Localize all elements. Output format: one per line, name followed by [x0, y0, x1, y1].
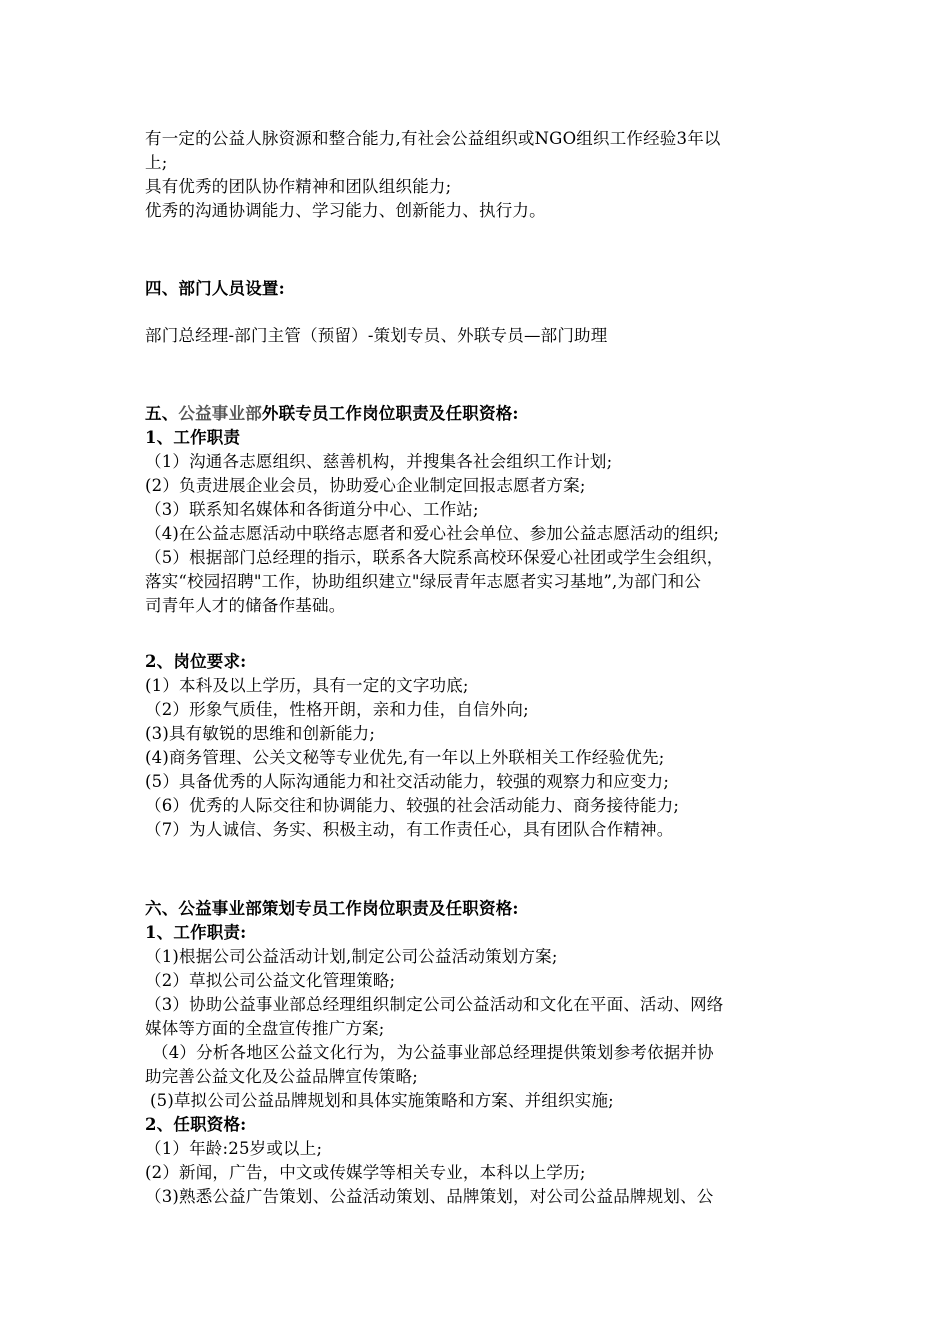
- list-item: （4）分析各地区公益文化行为，为公益事业部总经理提供策划参考依据并协: [152, 1043, 714, 1062]
- list-item: (1）本科及以上学历，具有一定的文字功底;: [145, 676, 469, 695]
- paragraph-line: 司青年人才的储备作基础。: [145, 596, 346, 615]
- list-item: （7）为人诚信、务实、积极主动，有工作责任心，具有团队合作精神。: [145, 820, 674, 839]
- list-item: （5）根据部门总经理的指示，联系各大院系高校环保爱心社团或学生会组织，: [145, 548, 724, 567]
- heading-suffix: 外联专员工作岗位职责及任职资格:: [261, 404, 519, 423]
- section-heading-5: [145, 402, 519, 426]
- list-item: （2）草拟公司公益文化管理策略;: [145, 971, 396, 990]
- paragraph-line: 优秀的沟通协调能力、学习能力、创新能力、执行力。: [145, 201, 546, 220]
- paragraph-line: 具有优秀的团队协作精神和团队组织能力;: [145, 177, 452, 196]
- list-item: (2）负责进展企业会员，协助爱心企业制定回报志愿者方案;: [145, 476, 586, 495]
- paragraph-line: 助完善公益文化及公益品牌宣传策略;: [145, 1067, 418, 1086]
- section-heading-4: 四、部门人员设置:: [145, 279, 285, 298]
- list-item: （6）优秀的人际交往和协调能力、较强的社会活动能力、商务接待能力;: [145, 796, 680, 815]
- paragraph-line: 有一定的公益人脉资源和整合能力,有社会公益组织或NGO组织工作经验3年以: [145, 129, 721, 148]
- subsection-heading: 1、工作职责: [145, 428, 241, 447]
- list-item: (5）具备优秀的人际沟通能力和社交活动能力，较强的观察力和应变力;: [145, 772, 670, 791]
- list-item: （3）协助公益事业部总经理组织制定公司公益活动和文化在平面、活动、网络: [145, 995, 724, 1014]
- list-item: （2）形象气质佳，性格开朗，亲和力佳，自信外向;: [145, 700, 529, 719]
- list-item: （3）联系知名媒体和各街道分中心、工作站;: [145, 500, 479, 519]
- subsection-heading: 2、岗位要求:: [145, 652, 247, 671]
- list-item: (5)草拟公司公益品牌规划和具体实施策略和方案、并组织实施;: [150, 1091, 614, 1110]
- heading-highlight: 公益事业部: [178, 404, 262, 423]
- subsection-heading: 1、工作职责:: [145, 923, 247, 942]
- list-item: （1）沟通各志愿组织、慈善机构，并搜集各社会组织工作计划;: [145, 452, 613, 471]
- list-item: （4)在公益志愿活动中联络志愿者和爱心社会单位、参加公益志愿活动的组织;: [145, 524, 720, 543]
- paragraph-line: 落实“校园招聘"工作，协助组织建立"绿辰青年志愿者实习基地”,为部门和公: [145, 572, 701, 591]
- paragraph-line: 部门总经理-部门主管（预留）-策划专员、外联专员—部门助理: [145, 326, 608, 345]
- list-item: （3)熟悉公益广告策划、公益活动策划、品牌策划，对公司公益品牌规划、公: [145, 1187, 714, 1206]
- list-item: （1）年龄:25岁或以上;: [145, 1139, 323, 1158]
- heading-prefix: 五、: [145, 404, 179, 423]
- list-item: (2）新闻，广告，中文或传媒学等相关专业，本科以上学历;: [145, 1163, 586, 1182]
- list-item: （1)根据公司公益活动计划,制定公司公益活动策划方案;: [145, 947, 558, 966]
- list-item: (3)具有敏锐的思维和创新能力;: [145, 724, 376, 743]
- subsection-heading: 2、任职资格:: [145, 1115, 247, 1134]
- list-item: (4)商务管理、公关文秘等专业优先,有一年以上外联相关工作经验优先;: [145, 748, 665, 767]
- section-heading-6: 六、公益事业部策划专员工作岗位职责及任职资格:: [145, 899, 519, 918]
- paragraph-line: 媒体等方面的全盘宣传推广方案;: [145, 1019, 385, 1038]
- paragraph-line: 上;: [145, 153, 168, 172]
